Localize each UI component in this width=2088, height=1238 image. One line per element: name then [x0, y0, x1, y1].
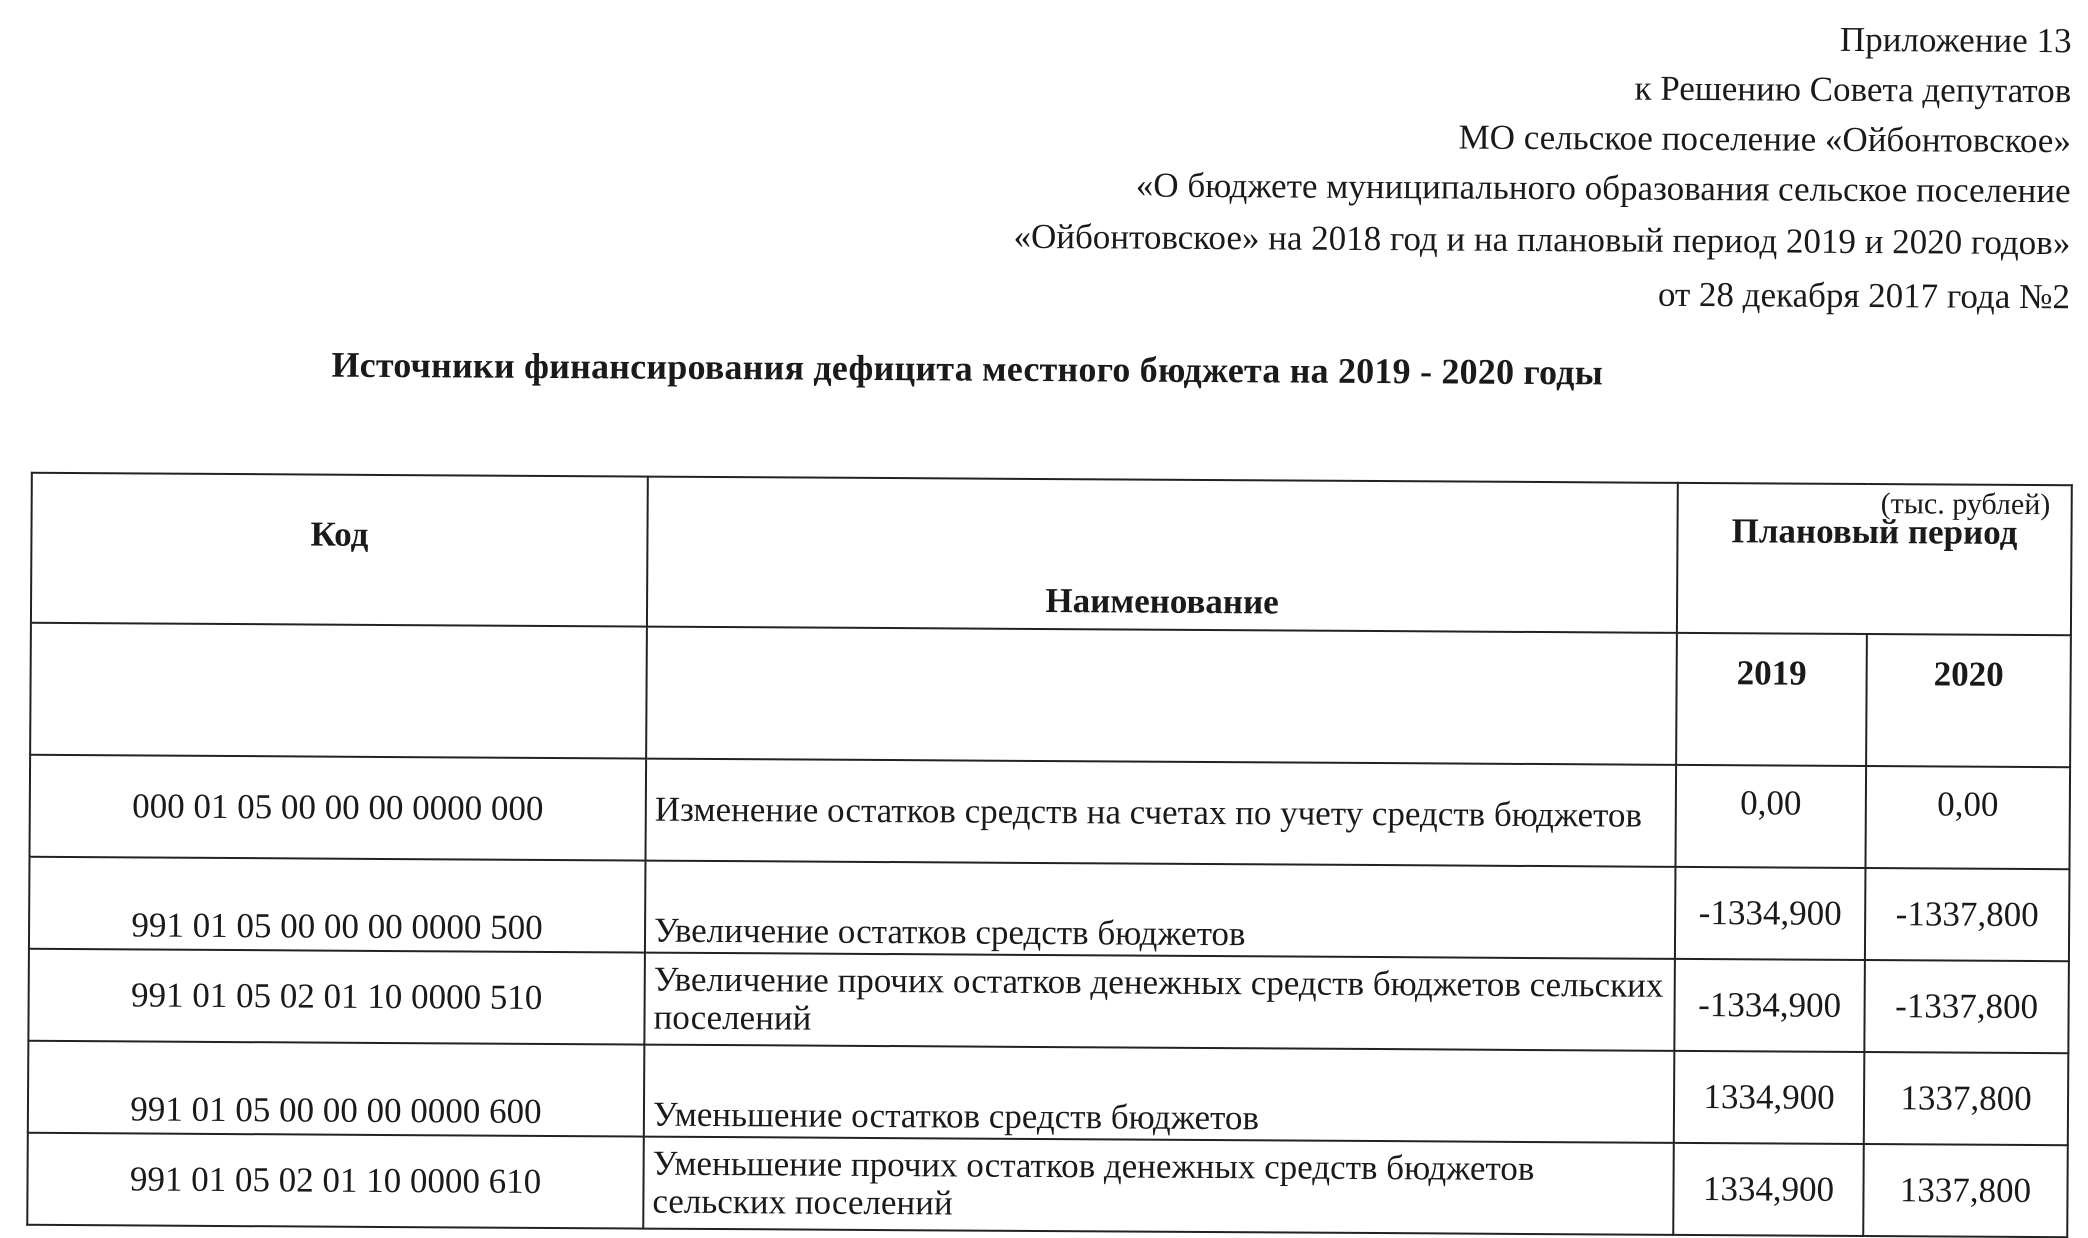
header-year-2020: 2020: [1866, 634, 2071, 767]
appendix-header: [1013, 10, 2072, 322]
table-header-row: [31, 473, 2072, 635]
table-row: [29, 857, 2070, 961]
appendix-decision-title-2: «Ойбонтовское» на 2018 год и на плановый период 2019 и 2020 годов»: [1013, 216, 2071, 263]
row-code: 991 01 05 02 01 10 0000 610: [27, 1133, 644, 1229]
header-name: Наименование: [647, 477, 1678, 633]
row-value-2020: 1337,800: [1864, 1052, 2069, 1145]
header-year-2019: 2019: [1676, 633, 1867, 766]
units-note: (тыс. рублей): [1880, 487, 2051, 522]
appendix-decision-title-1: «О бюджете муниципального образования сельское поселение: [1135, 165, 2071, 211]
table-header-years-row: [30, 623, 2071, 767]
table-row: [30, 755, 2071, 869]
row-value-2020: 1337,800: [1863, 1144, 2068, 1237]
table-row: [28, 1041, 2069, 1145]
header-code: Код: [31, 473, 648, 627]
row-code: 000 01 05 00 00 00 0000 000: [30, 755, 647, 861]
row-value-2019: 1334,900: [1674, 1051, 1865, 1144]
document-title: Источники финансирования дефицита местного бюджета на 2019 - 2020 годы: [331, 344, 1604, 393]
row-name: Уменьшение прочих остатков денежных средств бюджетов сельских поселений: [643, 1137, 1674, 1235]
row-code: 991 01 05 00 00 00 0000 500: [29, 857, 646, 953]
appendix-date: от 28 декабря 2017 года №2: [1657, 274, 2071, 317]
table-row: [28, 949, 2069, 1053]
appendix-decision-ref: к Решению Совета депутатов: [1634, 68, 2072, 111]
row-name: Увеличение прочих остатков денежных средств бюджетов сельских поселений: [644, 953, 1675, 1051]
row-name: Изменение остатков средств на счетах по учету средств бюджетов: [645, 759, 1676, 867]
row-value-2019: 0,00: [1675, 765, 1866, 868]
row-name: Увеличение остатков средств бюджетов: [645, 861, 1676, 959]
header-name-empty: [646, 627, 1677, 765]
table-row: [27, 1133, 2068, 1237]
row-code: 991 01 05 02 01 10 0000 510: [28, 949, 645, 1045]
header-planned-period: Плановый период: [1677, 483, 2072, 635]
appendix-number: Приложение 13: [1839, 19, 2072, 61]
row-value-2020: -1337,800: [1864, 960, 2069, 1053]
appendix-municipality: МО сельское поселение «Ойбонтовское»: [1458, 117, 2072, 161]
row-value-2020: -1337,800: [1865, 868, 2070, 961]
row-value-2020: 0,00: [1865, 766, 2070, 869]
header-code-empty: [30, 623, 647, 759]
row-code: 991 01 05 00 00 00 0000 600: [28, 1041, 645, 1137]
row-value-2019: -1334,900: [1675, 867, 1866, 960]
financing-sources-table: [26, 472, 2073, 1238]
row-name: Уменьшение остатков средств бюджетов: [644, 1045, 1675, 1143]
row-value-2019: 1334,900: [1673, 1143, 1864, 1236]
row-value-2019: -1334,900: [1674, 959, 1865, 1052]
